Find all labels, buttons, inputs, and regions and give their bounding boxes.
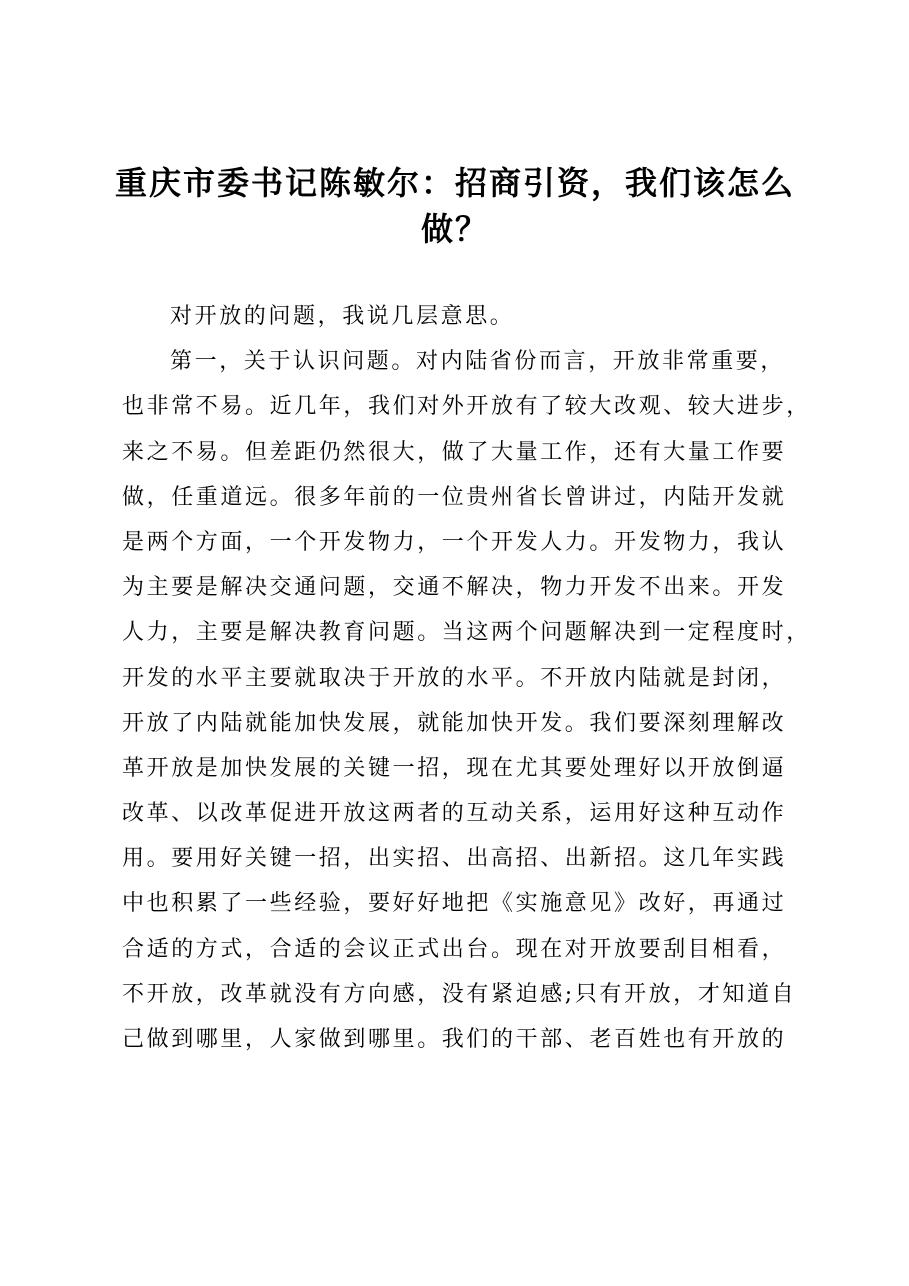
title-line-2: 做？: [420, 210, 489, 248]
paragraph-line: 来之不易。但差距仍然很大，做了大量工作，还有大量工作要: [122, 439, 787, 465]
paragraph-line: 是两个方面，一个开发物力，一个开发人力。开发物力，我认: [122, 529, 787, 555]
paragraph-line: 不开放，改革就没有方向感，没有紧迫感;只有开放，才知道自: [122, 981, 797, 1007]
paragraph-line: 做，任重道远。很多年前的一位贵州省长曾讲过，内陆开发就: [122, 484, 787, 510]
paragraph-line: 为主要是解决交通问题，交通不解决，物力开发不出来。开发: [122, 575, 787, 601]
paragraph-line: 第一，关于认识问题。对内陆省份而言，开放非常重要，: [170, 349, 786, 375]
paragraph-line: 中也积累了一些经验，要好好地把《实施意见》改好，再通过: [122, 891, 787, 917]
paragraph-line: 开放了内陆就能加快发展，就能加快开发。我们要深刻理解改: [122, 710, 787, 736]
paragraph-line: 用。要用好关键一招，出实招、出高招、出新招。这几年实践: [122, 846, 787, 872]
document-title: [110, 160, 800, 252]
paragraph-line: 己做到哪里，人家做到哪里。我们的干部、老百姓也有开放的: [122, 1027, 787, 1052]
paragraph-line: 人力，主要是解决教育问题。当这两个问题解决到一定程度时，: [122, 620, 811, 646]
document-body: [122, 294, 812, 1062]
paragraph-line: 革开放是加快发展的关键一招，现在尤其要处理好以开放倒逼: [122, 755, 787, 781]
paragraph-line: 也非常不易。近几年，我们对外开放有了较大改观、较大进步，: [122, 394, 811, 420]
paragraph-line: 合适的方式，合适的会议正式出台。现在对开放要刮目相看，: [122, 936, 787, 962]
title-line-1: 重庆市委书记陈敏尔：招商引资，我们该怎么: [114, 164, 795, 202]
paragraph-line: 对开放的问题，我说几层意思。: [170, 304, 515, 329]
paragraph-line: 开发的水平主要就取决于开放的水平。不开放内陆就是封闭，: [122, 665, 787, 691]
paragraph-line: 改革、以改革促进开放这两者的互动关系，运用好这种互动作: [122, 801, 787, 827]
